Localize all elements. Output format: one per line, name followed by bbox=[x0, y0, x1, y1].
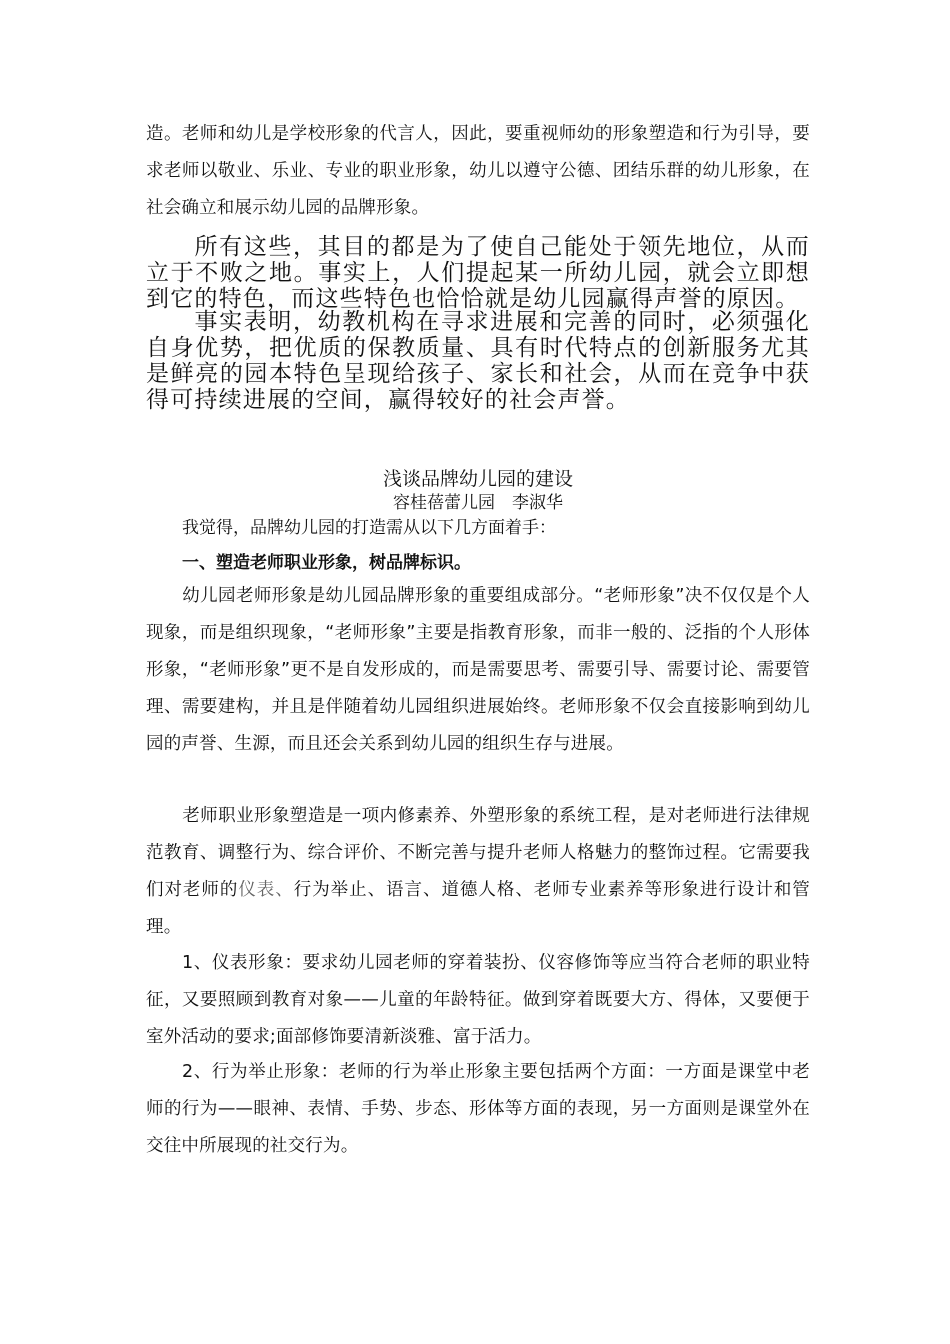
intro-line: 我觉得，品牌幼儿园的打造需从以下几方面着手： bbox=[182, 518, 556, 538]
large-paragraph-1: 所有这些，其目的都是为了使自己能处于领先地位，从而立于不败之地。事实上，人们提起某一所幼儿园，就会立即想到它的特色，而这些特色也恰恰就是幼儿园赢得声誉的原因。 bbox=[146, 234, 810, 312]
paragraph-teacher-image: 幼儿园老师形象是幼儿园品牌形象的重要组成部分。“老师形象”决不仅仅是个人现象，而是组织现象，“老师形象”主要是指教育形象，而非一般的、泛指的个人形体形象，“老师形象”更不是自发形成的，而是需要思考、需要引导、需要讨论、需要管理、需要建构，并且是伴随着幼儿园组织进展始终。老师形象不仅会直接影响到幼儿园的声誉、生源，而且还会关系到幼儿园的组织生存与进展。 bbox=[146, 586, 810, 754]
top-paragraph: 造。老师和幼儿是学校形象的代言人，因此，要重视师幼的形象塑造和行为引导，要求老师以敬业、乐业、专业的职业形象，幼儿以遵守公德、团结乐群的幼儿形象，在社会确立和展示幼儿园的品牌形象。 bbox=[146, 124, 810, 218]
article-title: 浅谈品牌幼儿园的建设 bbox=[382, 468, 573, 490]
paragraph-professional-image: 老师职业形象塑造是一项内修素养、外塑形象的系统工程，是对老师进行法律规范教育、调整行为、综合评价、不断完善与提升老师人格魅力的整饰过程。它需要我们对老师的仪表、行为举止、语言、道德人格、老师专业素养等形象进行设计和管理。 bbox=[146, 806, 810, 937]
paragraph-behavior: 2、行为举止形象：老师的行为举止形象主要包括两个方面：一方面是课堂中老师的行为——眼神、表情、手势、步态、形体等方面的表现，另一方面则是课堂外在交往中所展现的社交行为。 bbox=[146, 1062, 810, 1156]
author-line: 容桂蓓蕾儿园 李淑华 bbox=[393, 493, 563, 513]
highlighted-text: 仪表、 bbox=[238, 880, 294, 900]
section-heading: 一、塑造老师职业形象，树品牌标识。 bbox=[182, 553, 471, 573]
paragraph-appearance: 1、仪表形象：要求幼儿园老师的穿着装扮、仪容修饰等应当符合老师的职业特征，又要照顾到教育对象——儿童的年龄特征。做到穿着既要大方、得体，又要便于室外活动的要求;面部修饰要清新淡雅、富于活力。 bbox=[146, 953, 810, 1047]
large-paragraph-2: 事实表明，幼教机构在寻求进展和完善的同时，必须强化自身优势，把优质的保教质量、具有时代特点的创新服务尤其是鲜亮的园本特色呈现给孩子、家长和社会，从而在竞争中获得可持续进展的空间，赢得较好的社会声誉。 bbox=[146, 309, 810, 413]
